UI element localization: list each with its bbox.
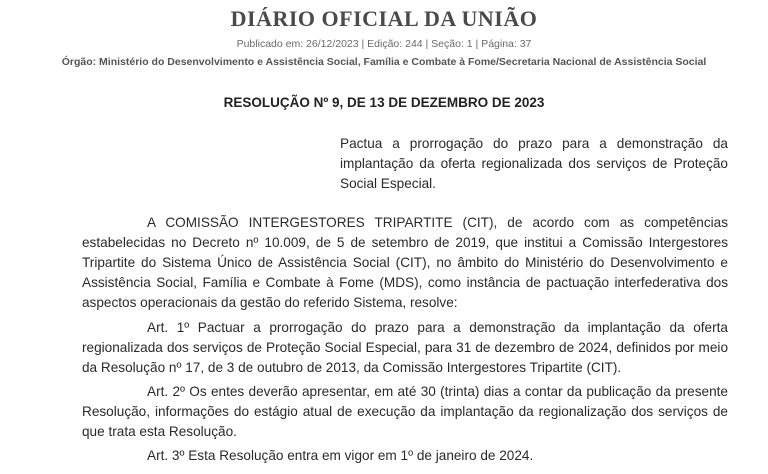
- orgao-value: Ministério do Desenvolvimento e Assistência Social, Família e Combate à Fome/Secretaria Nacional de Assistência Social: [99, 56, 707, 68]
- article-1: Art. 1º Pactuar a prorrogação do prazo para a demonstração da implantação da oferta regionalizada dos serviços de Proteção Social Especial, para 31 de dezembro de 2024, definidos por meio da Resolução nº 17, de 3 de outubro de 2013, da Comissão Intergestores Tripartite (CIT).: [82, 320, 728, 375]
- resolution-title: RESOLUÇÃO Nº 9, DE 13 DE DEZEMBRO DE 2023: [223, 95, 545, 110]
- orgao-label: Órgão:: [61, 56, 97, 68]
- article-2: Art. 2º Os entes deverão apresentar, em até 30 (trinta) dias a contar da publicação da presente Resolução, informações do estágio atual de execução da implantação da regionalização dos serviços de que trata esta Resolução.: [82, 384, 728, 439]
- newspaper-masthead: DIÁRIO OFICIAL DA UNIÃO: [230, 6, 538, 31]
- publication-info: Publicado em: 26/12/2023 | Edição: 244 | Seção: 1 | Página: 37: [236, 38, 532, 50]
- ementa: Pactua a prorrogação do prazo para a demonstração da implantação da oferta regionalizada dos serviços de Proteção Social Especial.: [340, 136, 728, 191]
- orgao-line: [0, 56, 768, 68]
- article-3: Art. 3º Esta Resolução entra em vigor em 1º de janeiro de 2024.: [147, 448, 534, 463]
- preamble-paragraph: A COMISSÃO INTERGESTORES TRIPARTITE (CIT), de acordo com as competências estabelecidas no Decreto nº 10.009, de 5 de setembro de 2019, que institui a Comissão Intergestores Tripartite do Sistema Único de Assistência Social (CIT), no âmbito do Ministério do Desenvolvimento e Assistência Social, Família e Combate à Fome (MDS), como instância de pactuação interfederativa dos aspectos operacionais da gestão do referido Sistema, resolve:: [82, 215, 728, 310]
